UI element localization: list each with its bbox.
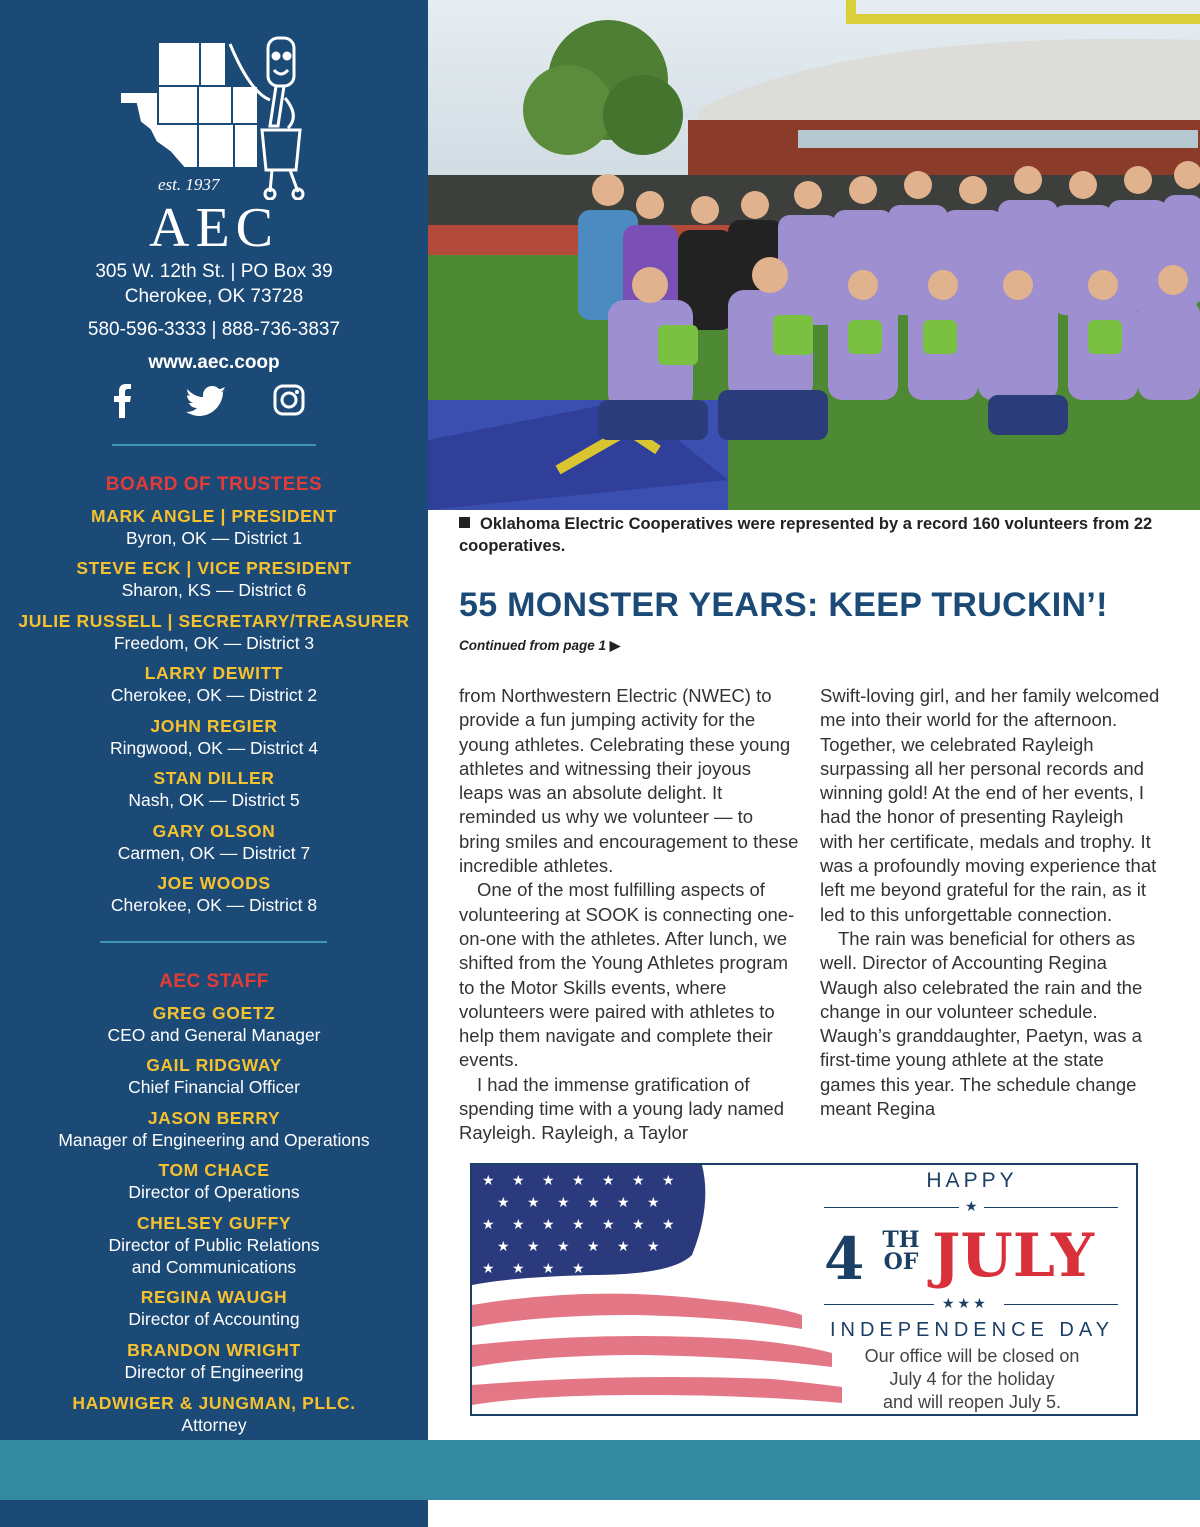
ad-independence-day: INDEPENDENCE DAY: [829, 1319, 1115, 1341]
member-name: CHELSEY GUFFY: [136, 1213, 292, 1233]
svg-text:★: ★: [542, 1173, 555, 1189]
board-member: [0, 505, 428, 549]
org-name: AEC: [149, 197, 279, 259]
svg-text:★: ★: [632, 1217, 645, 1233]
ad-th-of: [877, 1229, 925, 1273]
photo-caption: [459, 513, 1179, 557]
website-link[interactable]: www.aec.coop: [148, 352, 280, 373]
svg-text:★: ★: [602, 1173, 615, 1189]
member-name: GARY OLSON: [152, 821, 276, 841]
address-line2: Cherokee, OK 73728: [124, 286, 304, 307]
member-name: REGINA WAUGH: [140, 1287, 288, 1307]
july-4th-notice: [470, 1163, 1138, 1416]
svg-text:★: ★: [587, 1239, 600, 1255]
board-member: [0, 872, 428, 916]
member-name: HADWIGER & JUNGMAN, PLLC.: [72, 1393, 356, 1413]
svg-text:★: ★: [572, 1217, 585, 1233]
est-text: est. 1937: [158, 175, 220, 194]
staff-member: [0, 1339, 428, 1383]
ad-divider: [1004, 1304, 1118, 1305]
star-icon: ★: [965, 1198, 978, 1214]
divider: [112, 444, 316, 446]
staff-title: AEC STAFF: [159, 971, 269, 992]
member-name: BRANDON WRIGHT: [127, 1340, 301, 1360]
svg-text:★: ★: [632, 1173, 645, 1189]
article-headline: 55 MONSTER YEARS: KEEP TRUCKIN’!: [459, 586, 1108, 624]
member-detail: CEO and General Manager: [107, 1025, 321, 1045]
phone-numbers: 580-596-3333 | 888-736-3837: [87, 319, 341, 340]
member-name: STAN DILLER: [153, 768, 275, 788]
member-detail: Director of Accounting: [128, 1309, 300, 1329]
staff-member: [0, 1286, 428, 1330]
svg-text:★: ★: [527, 1195, 540, 1211]
member-detail: Sharon, KS — District 6: [121, 580, 307, 600]
ad-note-line: Our office will be closed on: [864, 1346, 1080, 1366]
member-detail: Manager of Engineering and Operations: [58, 1130, 370, 1150]
aec-logo: [110, 30, 320, 200]
member-detail: Chief Financial Officer: [128, 1077, 300, 1097]
ad-divider: [984, 1207, 1118, 1208]
continued-text: Continued from page 1: [459, 638, 607, 653]
board-member: [0, 557, 428, 601]
member-name: TOM CHACE: [158, 1160, 270, 1180]
bullet-square-icon: [459, 517, 470, 528]
article-paragraph: The rain was beneficial for others as well. Director of Accounting Regina Waugh also celebrated the rain and the change in our volunteer schedule. Waugh’s granddaughter, Paetyn, was a first-time young athlete at the state games this year. The schedule change meant Regina: [820, 927, 1143, 1120]
staff-member: [0, 1107, 428, 1151]
board-member: [0, 715, 428, 759]
divider: [100, 941, 327, 943]
svg-text:★: ★: [482, 1261, 495, 1277]
member-detail: Freedom, OK — District 3: [113, 633, 315, 653]
member-name: GREG GOETZ: [152, 1003, 276, 1023]
facebook-icon[interactable]: [112, 384, 132, 423]
member-detail-2: and Communications: [131, 1257, 297, 1277]
svg-text:★: ★: [647, 1195, 660, 1211]
member-name: JOHN REGIER: [150, 716, 278, 736]
ad-divider: [824, 1207, 959, 1208]
svg-text:★: ★: [662, 1217, 675, 1233]
staff-member: [0, 1159, 428, 1203]
staff-member: [0, 1392, 428, 1436]
member-name: STEVE ECK | VICE PRESIDENT: [76, 558, 352, 578]
board-member: [0, 820, 428, 864]
svg-text:★: ★: [617, 1195, 630, 1211]
member-detail: Director of Engineering: [124, 1362, 304, 1382]
article-paragraph: from Northwestern Electric (NWEC) to provide a fun jumping activity for the young athletes. Celebrating these young athletes and witnessing their joyous leaps was an absolute delight. It reminded us why we volunteer — to bring smiles and encouragement to these incredible athletes.: [459, 685, 799, 877]
ad-number: 4: [824, 1225, 865, 1293]
volunteers-photo: [428, 0, 1200, 510]
ad-note-line: July 4 for the holiday: [889, 1369, 1055, 1389]
ad-th: TH: [882, 1227, 920, 1253]
flag-graphic: [472, 1165, 852, 1416]
svg-text:★: ★: [527, 1239, 540, 1255]
twitter-icon[interactable]: [186, 384, 226, 423]
member-detail: Carmen, OK — District 7: [117, 843, 311, 863]
member-name: JOE WOODS: [157, 873, 271, 893]
member-name: GAIL RIDGWAY: [146, 1055, 282, 1075]
article-column-2: [820, 684, 1160, 1121]
footer-navy-block: [0, 1500, 428, 1527]
svg-text:★: ★: [587, 1195, 600, 1211]
ad-note-line: and will reopen July 5.: [882, 1392, 1062, 1412]
svg-text:★: ★: [482, 1217, 495, 1233]
svg-text:★: ★: [572, 1173, 585, 1189]
ad-happy: HAPPY: [926, 1169, 1018, 1192]
svg-text:★: ★: [617, 1239, 630, 1255]
member-name: JASON BERRY: [147, 1108, 281, 1128]
play-arrow-icon: ▶: [609, 638, 621, 653]
article-column-1: [459, 684, 799, 1146]
svg-text:★: ★: [482, 1173, 495, 1189]
sidebar: [0, 0, 428, 1440]
member-name: LARRY DEWITT: [144, 663, 284, 683]
footer-band: [0, 1440, 1200, 1500]
member-detail: Nash, OK — District 5: [128, 790, 300, 810]
member-detail: Byron, OK — District 1: [125, 528, 302, 548]
svg-text:★: ★: [602, 1217, 615, 1233]
caption-text: Oklahoma Electric Cooperatives were represented by a record 160 volunteers from 22 cooperatives.: [459, 515, 1153, 555]
staff-member: [0, 1054, 428, 1098]
member-detail: Cherokee, OK — District 8: [110, 895, 318, 915]
member-name: MARK ANGLE | PRESIDENT: [91, 506, 337, 526]
member-detail: Director of Public Relations: [108, 1235, 320, 1255]
svg-text:★: ★: [662, 1173, 675, 1189]
stars-icon: ★★★: [942, 1295, 989, 1311]
continued-from: [459, 638, 620, 654]
board-title: BOARD OF TRUSTEES: [105, 474, 323, 495]
address-line1: 305 W. 12th St. | PO Box 39: [95, 261, 333, 282]
svg-text:★: ★: [497, 1239, 510, 1255]
article-paragraph: Swift-loving girl, and her family welcomed me into their world for the afternoon. Together, we celebrated Rayleigh surpassing all her personal records and winning gold! At the end of her events, I had the honor of presenting Rayleigh with her certificate, medals and trophy. It was a profoundly moving experience that left me beyond grateful for the rain, as it led to this unforgettable connection.: [820, 685, 1160, 925]
svg-text:★: ★: [542, 1217, 555, 1233]
ad-divider: [824, 1304, 934, 1305]
member-detail: Ringwood, OK — District 4: [109, 738, 319, 758]
staff-member: [0, 1002, 428, 1046]
svg-text:★: ★: [497, 1195, 510, 1211]
svg-text:★: ★: [557, 1239, 570, 1255]
svg-text:★: ★: [512, 1261, 525, 1277]
ad-of: OF: [883, 1249, 919, 1275]
staff-member: [0, 1212, 428, 1278]
svg-text:★: ★: [647, 1239, 660, 1255]
article-paragraph: One of the most fulfilling aspects of volunteering at SOOK is connecting one-on-one with the athletes. After lunch, we shifted from the Young Athletes program to the Motor Skills events, where volunteers were paired with athletes to help them navigate and complete their events.: [459, 879, 795, 1071]
board-member: [0, 610, 428, 654]
instagram-icon[interactable]: [273, 384, 305, 421]
member-detail: Director of Operations: [128, 1182, 300, 1202]
member-detail: Cherokee, OK — District 2: [110, 685, 318, 705]
svg-text:★: ★: [542, 1261, 555, 1277]
board-member: [0, 767, 428, 811]
svg-text:★: ★: [512, 1217, 525, 1233]
ad-closure-note: [832, 1345, 1112, 1414]
board-member: [0, 662, 428, 706]
member-name: JULIE RUSSELL | SECRETARY/TREASURER: [18, 611, 410, 631]
article-paragraph: I had the immense gratification of spending time with a young lady named Rayleigh. Rayleigh, a Taylor: [459, 1073, 784, 1144]
svg-text:★: ★: [512, 1173, 525, 1189]
member-detail: Attorney: [181, 1415, 247, 1435]
ad-july: JULY: [932, 1221, 1094, 1291]
social-links: [0, 384, 428, 424]
svg-text:★: ★: [572, 1261, 585, 1277]
svg-text:★: ★: [557, 1195, 570, 1211]
